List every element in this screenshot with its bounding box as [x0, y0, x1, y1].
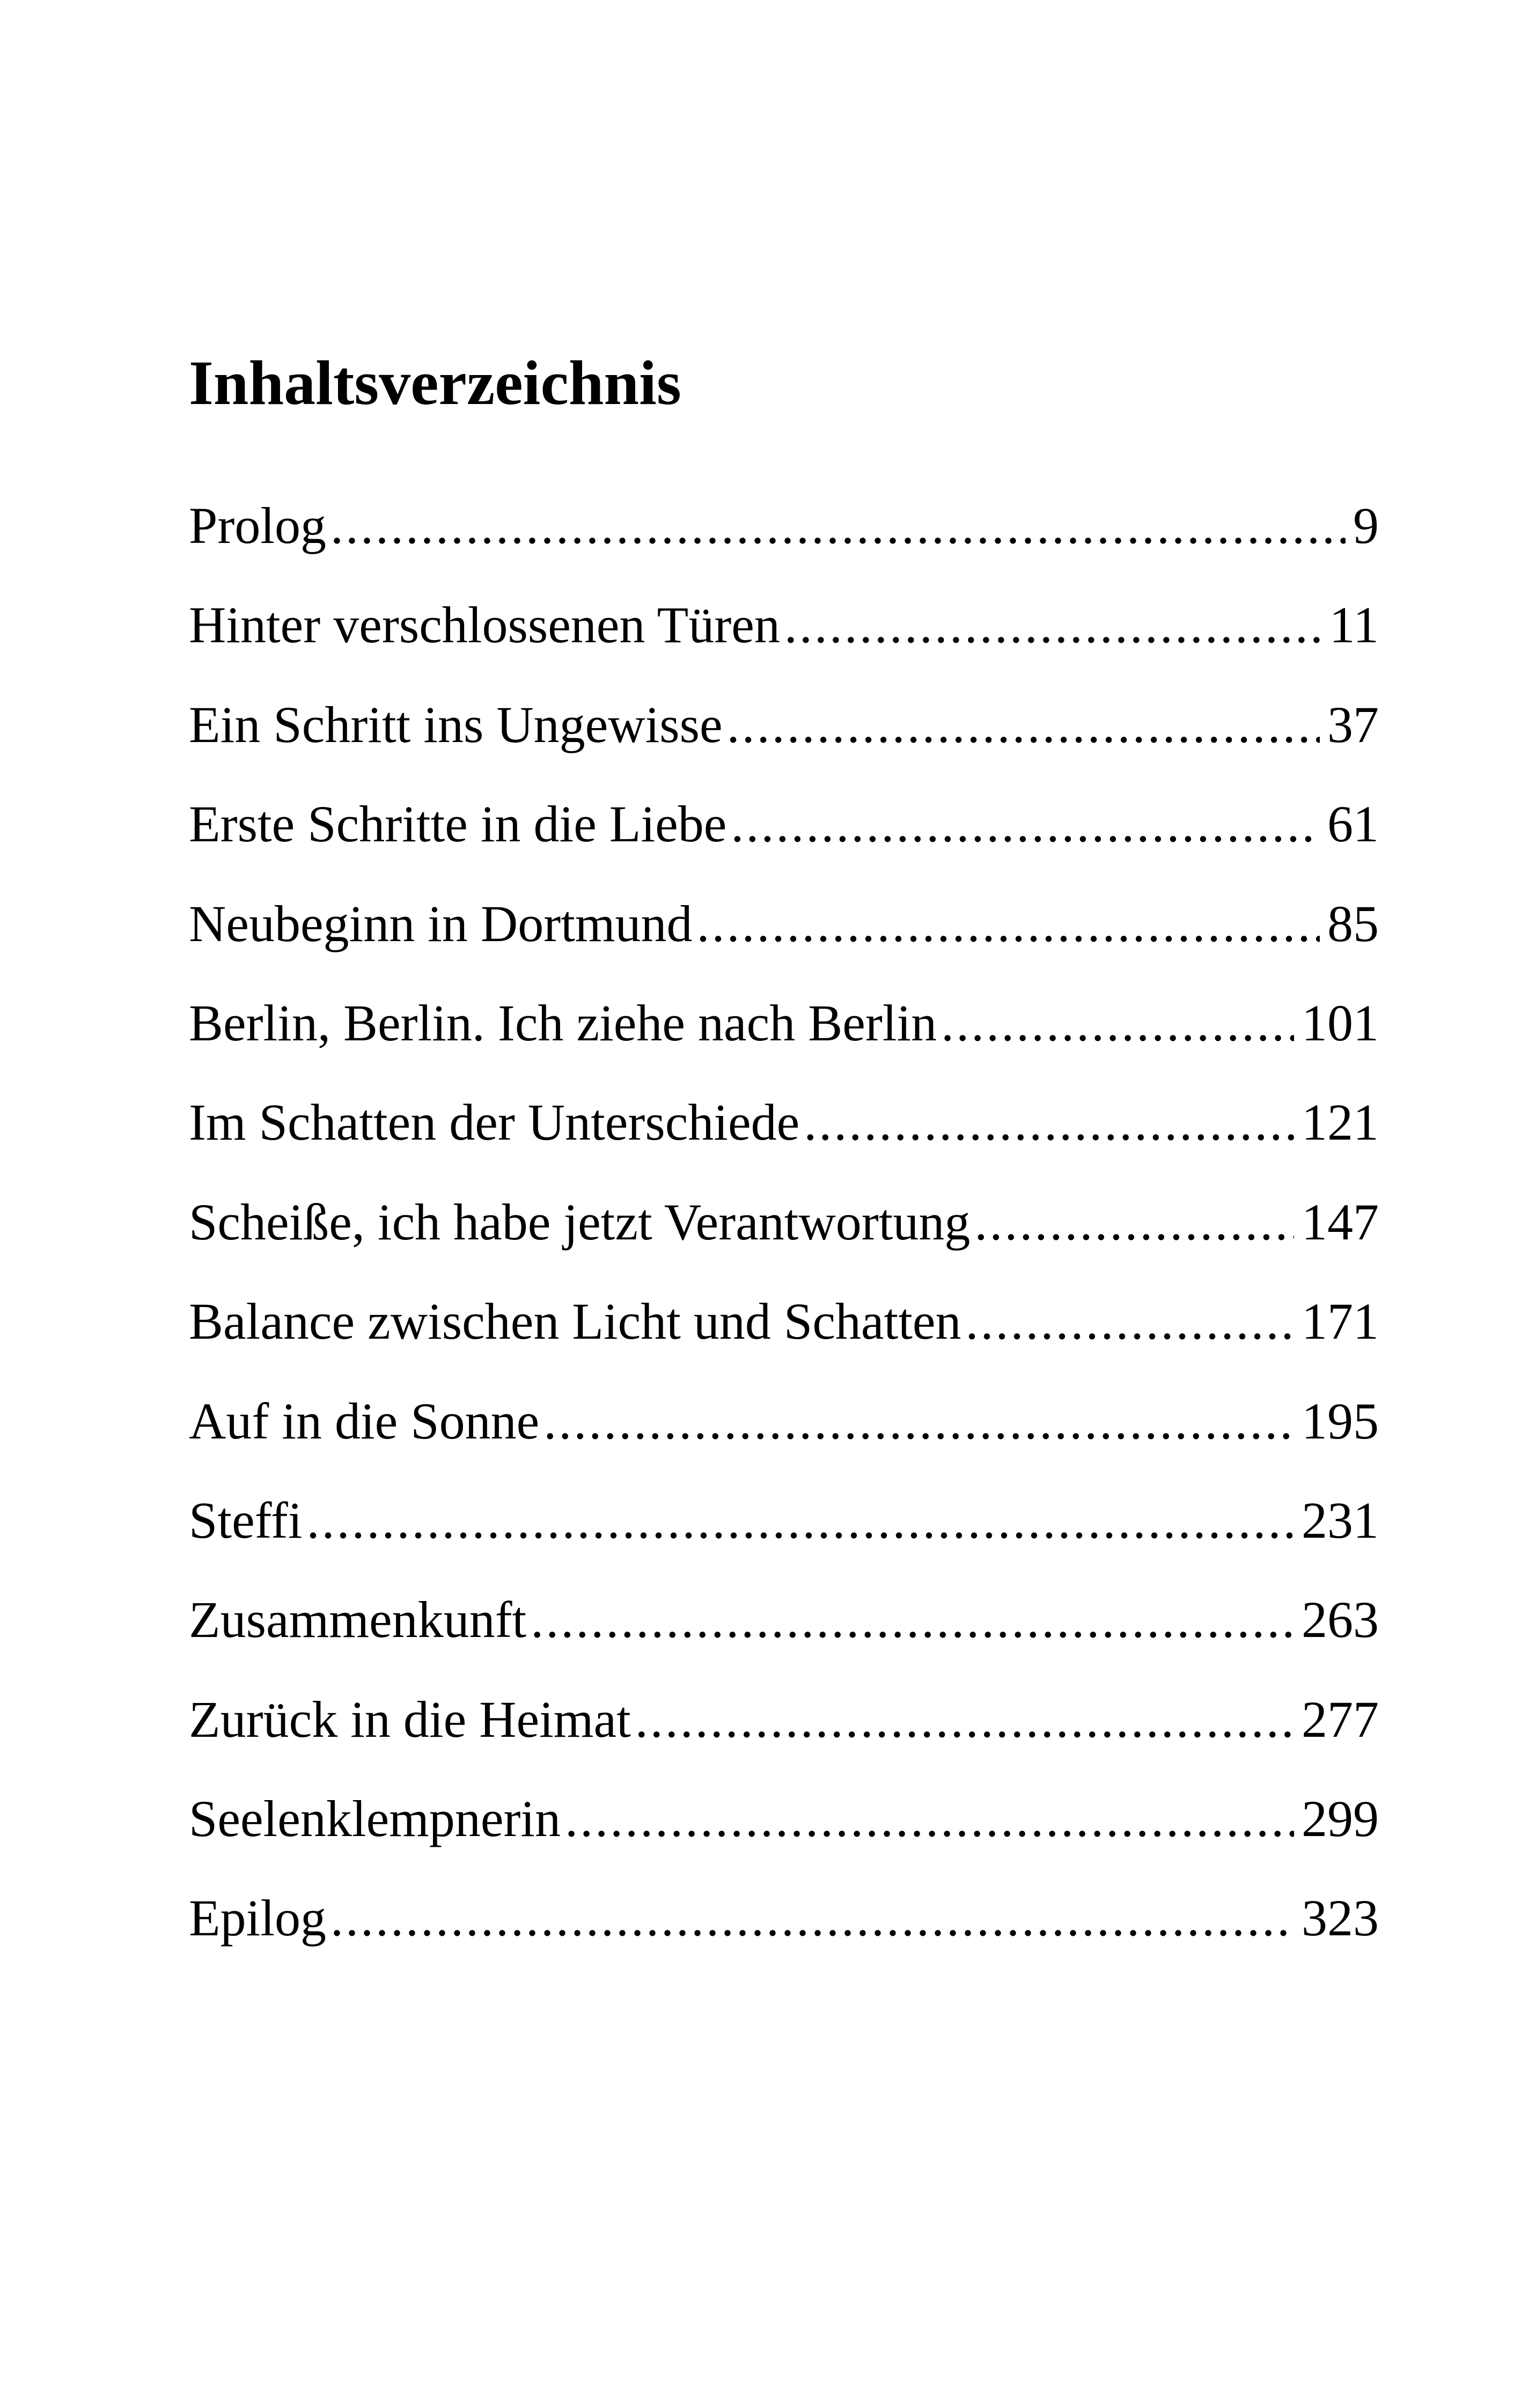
toc-entry-label: Hinter verschlossenen Türen: [189, 596, 780, 654]
toc-entry-label: Steffi: [189, 1491, 303, 1549]
dot-leader: [941, 997, 1294, 1049]
dot-leader: [731, 798, 1320, 850]
toc-entry-seelenklempnerin[interactable]: [189, 1790, 1379, 1892]
toc-entry-hinter-verschlossenen-tueren[interactable]: [189, 596, 1379, 699]
toc-entry-page-number: 85: [1327, 894, 1379, 952]
dot-leader: [804, 1097, 1294, 1148]
toc-entry-page-number: 263: [1302, 1591, 1379, 1649]
toc-entry-zusammenkunft[interactable]: [189, 1591, 1379, 1693]
dot-leader: [974, 1196, 1294, 1248]
toc-entry-label: Epilog: [189, 1889, 326, 1947]
dot-leader: [784, 599, 1322, 651]
toc-entry-label: Ein Schritt ins Ungewisse: [189, 695, 723, 753]
toc-entry-erste-schritte-in-die-liebe[interactable]: [189, 795, 1379, 898]
dot-leader: [307, 1495, 1294, 1546]
toc-entry-berlin-berlin[interactable]: [189, 994, 1379, 1097]
toc-entry-page-number: 299: [1302, 1790, 1379, 1848]
page-title: Inhaltsverzeichnis: [189, 348, 681, 418]
toc-entry-page-number: 195: [1302, 1392, 1379, 1450]
dot-leader: [531, 1594, 1294, 1646]
toc-entry-verantwortung[interactable]: [189, 1193, 1379, 1296]
toc-entry-label: Neubeginn in Dortmund: [189, 894, 693, 952]
dot-leader: [330, 1892, 1294, 1944]
toc-entry-label: Scheiße, ich habe jetzt Verantwortung: [189, 1193, 971, 1251]
toc-entry-im-schatten-der-unterschiede[interactable]: [189, 1093, 1379, 1196]
table-of-contents: [189, 497, 1379, 1992]
toc-entry-page-number: 171: [1302, 1293, 1379, 1350]
toc-entry-label: Im Schatten der Unterschiede: [189, 1093, 800, 1151]
toc-entry-page-number: 121: [1302, 1093, 1379, 1151]
toc-entry-label: Zurück in die Heimat: [189, 1690, 631, 1748]
toc-entry-page-number: 323: [1302, 1889, 1379, 1947]
toc-entry-steffi[interactable]: [189, 1491, 1379, 1594]
toc-entry-label: Balance zwischen Licht und Schatten: [189, 1293, 961, 1350]
toc-entry-label: Berlin, Berlin. Ich ziehe nach Berlin: [189, 994, 937, 1052]
toc-entry-page-number: 61: [1327, 795, 1379, 853]
toc-entry-ein-schritt-ins-ungewisse[interactable]: [189, 695, 1379, 798]
toc-entry-page-number: 147: [1302, 1193, 1379, 1251]
toc-entry-prolog[interactable]: [189, 497, 1379, 599]
toc-entry-epilog[interactable]: [189, 1889, 1379, 1992]
toc-entry-label: Zusammenkunft: [189, 1591, 527, 1649]
toc-entry-page-number: 11: [1329, 596, 1379, 654]
toc-entry-label: Prolog: [189, 497, 327, 554]
toc-entry-page-number: 37: [1327, 695, 1379, 753]
dot-leader: [565, 1793, 1294, 1845]
toc-entry-zurueck-in-die-heimat[interactable]: [189, 1690, 1379, 1793]
dot-leader: [635, 1694, 1294, 1745]
toc-entry-label: Erste Schritte in die Liebe: [189, 795, 727, 853]
dot-leader: [727, 699, 1320, 751]
dot-leader: [697, 898, 1320, 950]
toc-entry-label: Seelenklempnerin: [189, 1790, 561, 1848]
toc-entry-page-number: 277: [1302, 1690, 1379, 1748]
toc-entry-page-number: 101: [1302, 994, 1379, 1052]
toc-entry-page-number: 231: [1302, 1491, 1379, 1549]
toc-entry-label: Auf in die Sonne: [189, 1392, 540, 1450]
toc-entry-balance-zwischen-licht-und-schatten[interactable]: [189, 1293, 1379, 1395]
toc-entry-page-number: 9: [1353, 497, 1379, 554]
dot-leader: [543, 1396, 1294, 1447]
dot-leader: [330, 500, 1346, 552]
toc-entry-auf-in-die-sonne[interactable]: [189, 1392, 1379, 1495]
toc-entry-neubeginn-in-dortmund[interactable]: [189, 894, 1379, 997]
dot-leader: [965, 1296, 1294, 1347]
